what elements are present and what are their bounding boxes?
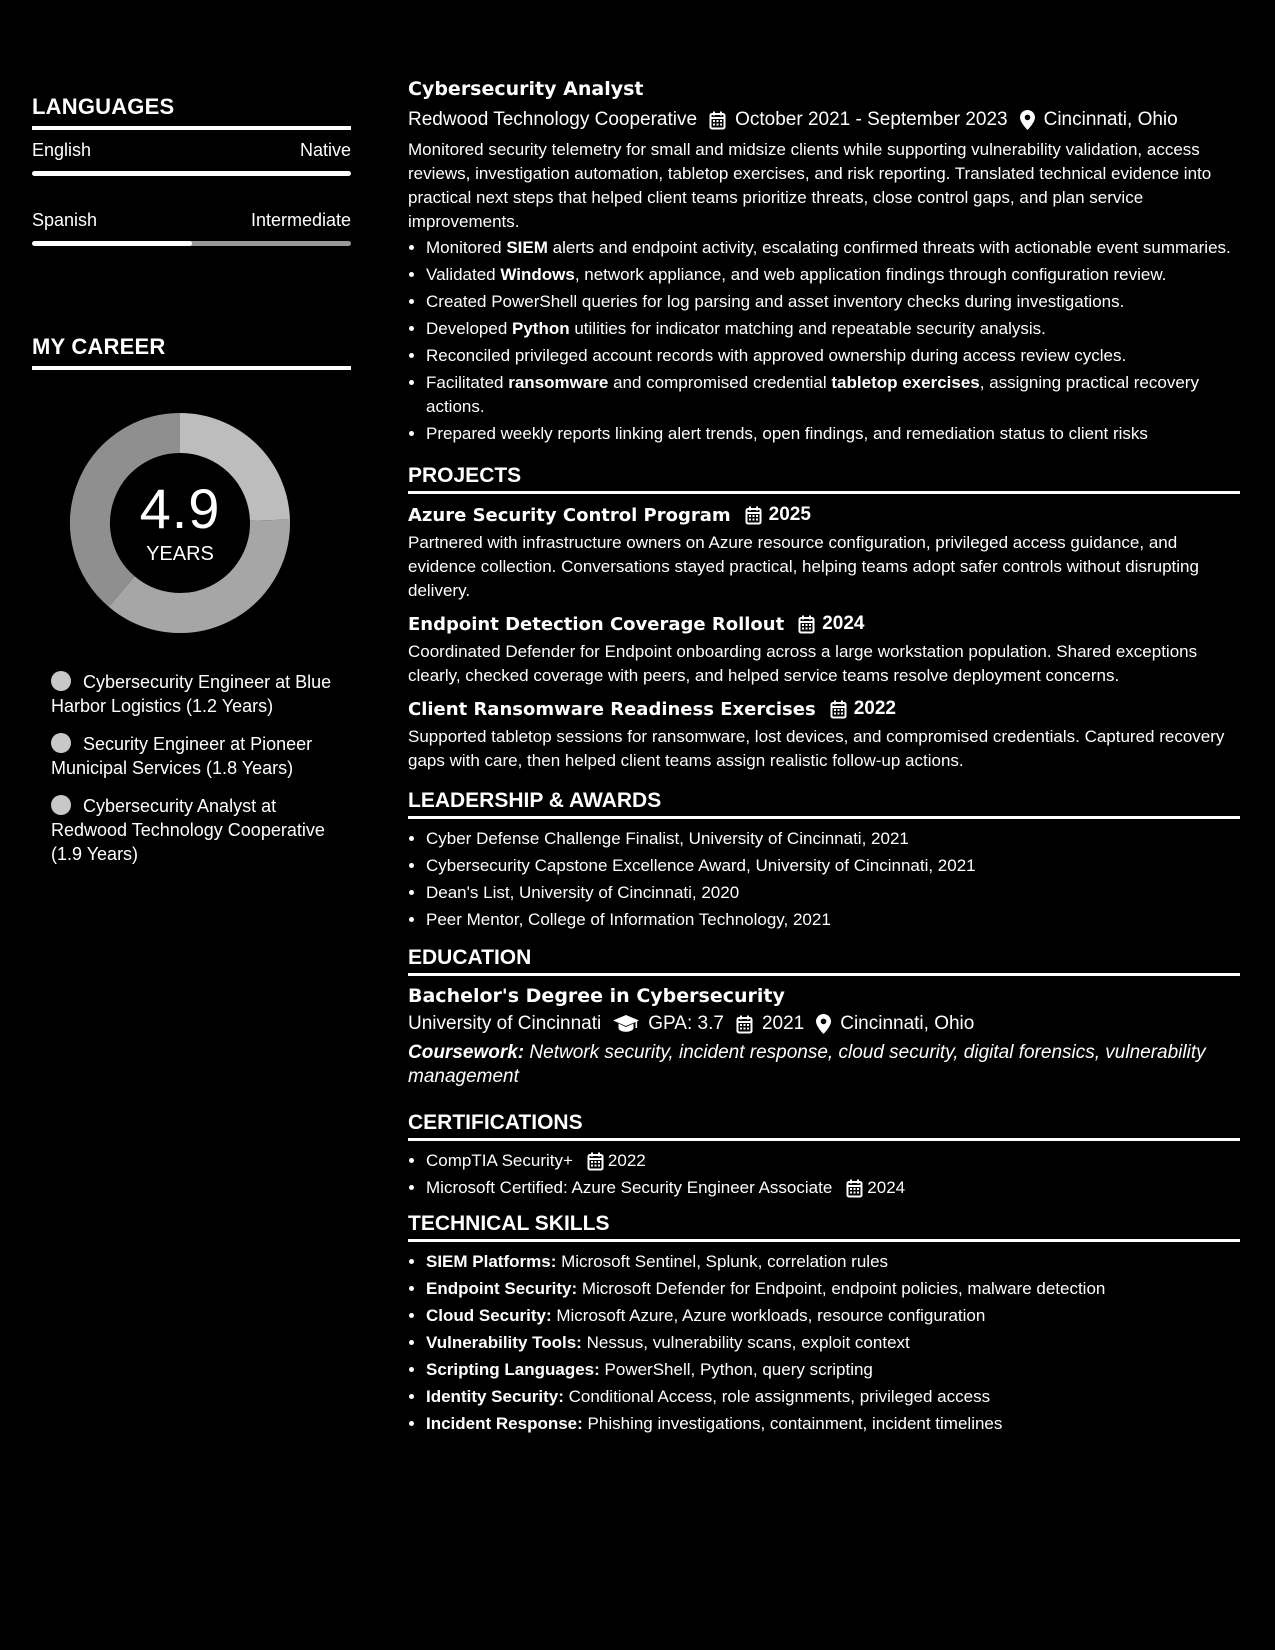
- language-name: Spanish: [32, 210, 98, 230]
- map-pin-icon: [1020, 110, 1035, 130]
- graduation-year: 2021: [761, 1013, 805, 1034]
- career-role-label: Security Engineer at Pioneer Municipal Services (1.8 Years): [51, 734, 313, 778]
- bullet-text-run: Windows: [500, 265, 575, 284]
- career-legend-dot: [51, 671, 71, 691]
- bullet-text-run: , network appliance, and web application findings through configuration review.: [574, 265, 1167, 284]
- skills-heading: TECHNICAL SKILLS: [408, 1212, 1240, 1242]
- career-role-label: Cybersecurity Engineer at Blue Harbor Logistics (1.2 Years): [51, 672, 332, 716]
- project-name: Azure Security Control Program: [408, 504, 731, 526]
- career-legend-dot: [51, 795, 71, 815]
- skills-list: [408, 1250, 1240, 1436]
- company-name: Redwood Technology Cooperative: [408, 109, 698, 130]
- skill-values: Microsoft Azure, Azure workloads, resource configuration: [556, 1306, 986, 1325]
- donut-center: [67, 410, 293, 636]
- job-bullet: [426, 344, 1240, 368]
- skill-values: Microsoft Sentinel, Splunk, correlation rules: [561, 1252, 889, 1271]
- skill-item: [426, 1331, 1240, 1355]
- bullet-text-run: Facilitated: [426, 373, 509, 392]
- experience-entry: [408, 78, 1240, 446]
- project-description: Supported tabletop sessions for ransomware, lost devices, and compromised credentials. Captured recovery gaps with care, then helped client teams assign realistic follow-up actions.: [408, 727, 1225, 770]
- projects-list: [408, 504, 1240, 773]
- calendar-icon: [587, 1152, 604, 1171]
- skill-category: Vulnerability Tools:: [426, 1333, 582, 1352]
- languages-section: [32, 94, 351, 246]
- main-flow: [408, 78, 1240, 1439]
- project-name: Client Ransomware Readiness Exercises: [408, 698, 816, 720]
- bullet-text-run: alerts and endpoint activity, escalating confirmed threats with actionable event summaries.: [547, 238, 1231, 257]
- coursework-label: Coursework:: [408, 1042, 525, 1063]
- calendar-icon: [830, 700, 847, 719]
- job-summary: Monitored security telemetry for small and midsize clients while supporting vulnerability validation, access reviews, investigation automation, tabletop exercises, and risk reporting. Translated technical evidence into practical next steps that helped client teams prioritize threats, close control gaps, and plan service improvements.: [408, 140, 1212, 231]
- career-role-item: [51, 794, 351, 866]
- language-level: Intermediate: [250, 210, 351, 230]
- job-bullet: [426, 236, 1240, 260]
- languages-list: [32, 140, 351, 246]
- certifications-list: [408, 1149, 1240, 1200]
- job-bullet: [426, 422, 1240, 446]
- award-item: • Peer Mentor, College of Information Technology, 2021: [426, 908, 1240, 932]
- education-heading: EDUCATION: [408, 946, 1240, 976]
- project-title-row: [408, 698, 1240, 720]
- bullet-text-run: Monitored: [426, 238, 507, 257]
- coursework: [408, 1041, 1240, 1089]
- certification-name: • Microsoft Certified: Azure Security Engineer Associate: [426, 1178, 833, 1197]
- certification-year: 2022: [607, 1151, 646, 1170]
- language-name: English: [32, 140, 92, 160]
- job-bullets: [408, 236, 1240, 446]
- project-year: 2024: [822, 613, 865, 634]
- calendar-icon: [709, 111, 726, 130]
- awards-heading: LEADERSHIP & AWARDS: [408, 789, 1240, 819]
- calendar-icon: [846, 1179, 863, 1198]
- job-bullet: [426, 263, 1240, 287]
- education-meta: [408, 1013, 1240, 1035]
- skill-values: Conditional Access, role assignments, privileged access: [568, 1387, 991, 1406]
- job-location: Cincinnati, Ohio: [1043, 109, 1178, 130]
- career-role-label: Cybersecurity Analyst at Redwood Technology Cooperative (1.9 Years): [51, 796, 325, 864]
- skill-item: [426, 1304, 1240, 1328]
- project-item: [408, 698, 1240, 773]
- certifications-heading: CERTIFICATIONS: [408, 1111, 1240, 1141]
- projects-heading: PROJECTS: [408, 464, 1240, 494]
- calendar-icon: [798, 615, 815, 634]
- degree-title: Bachelor's Degree in Cybersecurity: [408, 985, 785, 1007]
- language-row: [32, 210, 351, 231]
- skill-item: [426, 1412, 1240, 1436]
- awards-list: [408, 827, 1240, 932]
- language-proficiency-fill: [32, 241, 192, 246]
- career-total-years: 4.9: [139, 476, 221, 540]
- bullet-text-run: tabletop exercises: [831, 373, 980, 392]
- award-item: • Cybersecurity Capstone Excellence Award, University of Cincinnati, 2021: [426, 854, 1240, 878]
- career-donut-chart: [67, 410, 293, 636]
- skill-values: Nessus, vulnerability scans, exploit context: [586, 1333, 910, 1352]
- bullet-text-run: SIEM: [506, 238, 548, 257]
- language-proficiency-bar: [32, 171, 351, 176]
- project-description: Partnered with infrastructure owners on Azure resource configuration, privileged access guidance, and evidence collection. Conversations stayed practical, helping teams adopt safer controls without disrupting delivery.: [408, 533, 1199, 600]
- skill-category: SIEM Platforms:: [426, 1252, 557, 1271]
- award-item: • Cyber Defense Challenge Finalist, University of Cincinnati, 2021: [426, 827, 1240, 851]
- school-name: University of Cincinnati: [408, 1013, 602, 1034]
- project-title-row: [408, 504, 1240, 526]
- skill-item: [426, 1250, 1240, 1274]
- project-item: [408, 504, 1240, 603]
- map-pin-icon: [816, 1014, 831, 1034]
- graduation-cap-icon: [613, 1015, 639, 1033]
- career-total-unit: YEARS: [146, 542, 214, 565]
- career-section: [32, 334, 351, 880]
- bullet-text-run: Developed: [426, 319, 513, 338]
- certification-row: [426, 1176, 1240, 1200]
- bullet-text-run: ransomware: [508, 373, 609, 392]
- bullet-text-run: Created PowerShell queries for log parsing and asset inventory checks during investigations.: [426, 292, 1125, 311]
- project-title-row: [408, 613, 1240, 635]
- bullet-text-run: utilities for indicator matching and repeatable security analysis.: [569, 319, 1046, 338]
- coursework-text: Network security, incident response, cloud security, digital forensics, vulnerability management: [408, 1042, 1206, 1087]
- certification-name: • CompTIA Security+: [426, 1151, 573, 1170]
- project-year: 2025: [768, 504, 811, 525]
- skill-values: Microsoft Defender for Endpoint, endpoint policies, malware detection: [581, 1279, 1106, 1298]
- language-item: [32, 140, 351, 176]
- career-role-item: [51, 670, 351, 718]
- bullet-text-run: Validated: [426, 265, 501, 284]
- skill-category: Incident Response:: [426, 1414, 583, 1433]
- skill-values: Phishing investigations, containment, incident timelines: [587, 1414, 1003, 1433]
- calendar-icon: [736, 1015, 753, 1034]
- job-title: Cybersecurity Analyst: [408, 78, 644, 100]
- languages-heading: LANGUAGES: [32, 94, 351, 130]
- skill-category: Cloud Security:: [426, 1306, 552, 1325]
- language-level: Native: [299, 140, 351, 160]
- language-proficiency-bar: [32, 241, 351, 246]
- language-item: [32, 210, 351, 246]
- job-dates: October 2021 - September 2023: [735, 109, 1008, 130]
- certification-year: 2024: [867, 1178, 906, 1197]
- job-bullet: [426, 371, 1240, 419]
- gpa: GPA: 3.7: [648, 1013, 724, 1034]
- project-description: Coordinated Defender for Endpoint onboarding across a large workstation population. Shared exceptions clearly, checked coverage with peers, and helped service teams resolve deployment concerns.: [408, 642, 1198, 685]
- skill-item: [426, 1358, 1240, 1382]
- job-meta: [408, 109, 1240, 131]
- skill-item: [426, 1277, 1240, 1301]
- bullet-text-run: Reconciled privileged account records with approved ownership during access review cycles.: [426, 346, 1127, 365]
- language-row: [32, 140, 351, 161]
- calendar-icon: [745, 506, 762, 525]
- bullet-text-run: Prepared weekly reports linking alert trends, open findings, and remediation status to client risks: [426, 424, 1148, 443]
- award-item: • Dean's List, University of Cincinnati, 2020: [426, 881, 1240, 905]
- project-name: Endpoint Detection Coverage Rollout: [408, 613, 785, 635]
- job-bullet: [426, 290, 1240, 314]
- career-roles-list: [32, 670, 351, 866]
- certification-item: [426, 1176, 1240, 1200]
- certification-item: [426, 1149, 1240, 1173]
- education-entry: [408, 985, 1240, 1089]
- language-proficiency-fill: [32, 171, 351, 176]
- certification-row: [426, 1149, 1240, 1173]
- skill-category: Identity Security:: [426, 1387, 564, 1406]
- bullet-text-run: and compromised credential: [608, 373, 832, 392]
- skill-values: PowerShell, Python, query scripting: [604, 1360, 873, 1379]
- project-item: [408, 613, 1240, 688]
- project-year: 2022: [853, 698, 896, 719]
- skill-category: Scripting Languages:: [426, 1360, 600, 1379]
- skill-category: Endpoint Security:: [426, 1279, 578, 1298]
- career-heading: MY CAREER: [32, 334, 351, 370]
- school-location: Cincinnati, Ohio: [840, 1013, 975, 1034]
- bullet-text-run: , assigning practical recovery actions.: [426, 373, 1199, 416]
- bullet-text-run: Python: [512, 319, 570, 338]
- career-role-item: [51, 732, 351, 780]
- skill-item: [426, 1385, 1240, 1409]
- job-bullet: [426, 317, 1240, 341]
- career-legend-dot: [51, 733, 71, 753]
